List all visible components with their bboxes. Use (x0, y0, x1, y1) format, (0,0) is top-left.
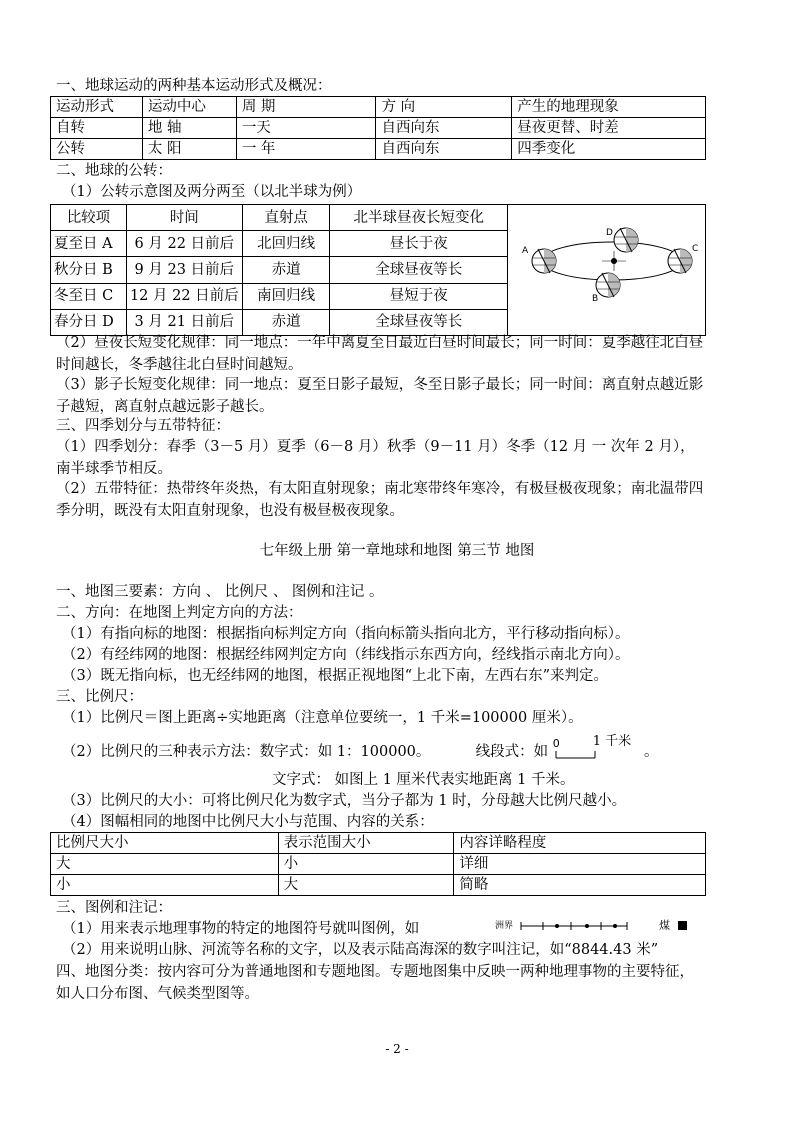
map-elements-line: 一、地图三要素：方向 、 比例尺 、 图例和注记 。 (56, 584, 384, 600)
table-cell: 3 月 21 日前后 (126, 309, 242, 335)
orbit-label-b: B (591, 294, 599, 304)
table-header-cell: 产生的地理现象 (512, 97, 706, 118)
table-cell: 简略 (454, 875, 706, 896)
revolution-subheading: （1）公转示意图及两分两至（以北半球为例） (62, 184, 362, 200)
table-row (51, 139, 706, 160)
numeric-scale-text: （2）比例尺的三种表示方法：数字式：如 1：100000。 (62, 744, 431, 760)
shadow-length-rule: （3）影子长短变化规律：同一地点：夏至日影子最短，冬至日影子最长；同一时间：离直射点越近影子越短，离直射点越远影子越长。 (56, 377, 704, 415)
table-row (51, 875, 706, 896)
day-length-rule: （2）昼夜长短变化规律：同一地点：一年中离夏至日最近白昼时间最长；同一时间：夏季越往北白昼时间越长，冬季越往北白昼时间越短。 (56, 335, 704, 373)
table-cell: 夏至日 A (51, 231, 127, 257)
table-header-row (51, 97, 706, 118)
scale-heading: 三、比例尺： (56, 689, 143, 705)
table-cell: 地 轴 (142, 118, 236, 139)
direction-method-2: （2）有经纬网的地图：根据经纬网判定方向（纬线指示东西方向，经线指示南北方向）。 (62, 647, 630, 663)
table-cell: 大 (278, 875, 454, 896)
table-cell: 冬至日 C (51, 283, 127, 309)
revolution-diagram-cell (507, 205, 705, 336)
five-zones: （2）五带特征：热带终年炎热，有太阳直射现象；南北寒带终年寒冷，有极昼极夜现象；南北温带四季分明，既没有太阳直射现象，也没有极昼极夜现象。 (56, 481, 704, 519)
legend-heading: 三、图例和注记： (56, 900, 172, 916)
table-cell: 自转 (51, 118, 143, 139)
table-cell: 赤道 (242, 257, 330, 283)
orbit-label-c: C (691, 244, 699, 254)
table-row (51, 854, 706, 875)
solstice-equinox-table (50, 204, 706, 336)
table-header-row (51, 833, 706, 854)
text-scale-line: 文字式： 如图上 1 厘米代表实地距离 1 千米。 (272, 772, 575, 788)
section-heading-revolution: 二、地球的公转： (56, 163, 172, 179)
table-header-cell: 周 期 (236, 97, 376, 118)
earth-motion-table (50, 96, 706, 160)
table-header-cell: 内容详略程度 (454, 833, 706, 854)
revolution-orbit-diagram (508, 205, 704, 329)
scale-zero-label: 0 (552, 737, 560, 750)
boundary-legend-label: 洲界 (495, 921, 514, 931)
scale-relation-table (50, 832, 706, 896)
scale-km-label: 1 千米 (592, 734, 632, 749)
scale-formula: （1）比例尺＝图上距离÷实地距离（注意单位要统一，1 千米=100000 厘米）。 (62, 710, 583, 726)
coal-symbol-icon (678, 921, 687, 930)
table-cell: 自西向东 (376, 139, 512, 160)
boundary-line-symbol (519, 917, 629, 935)
table-cell: 公转 (51, 139, 143, 160)
table-cell: 一天 (236, 118, 376, 139)
table-header-cell: 时间 (126, 205, 242, 231)
table-header-cell: 方 向 (376, 97, 512, 118)
table-header-cell: 运动中心 (142, 97, 236, 118)
table-header-cell: 直射点 (242, 205, 330, 231)
table-cell: 南回归线 (242, 283, 330, 309)
table-cell: 赤道 (242, 309, 330, 335)
chapter-title: 七年级上册 第一章地球和地图 第三节 地图 (259, 543, 535, 559)
table-cell: 大 (51, 854, 279, 875)
table-cell: 昼长于夜 (330, 231, 508, 257)
table-cell: 昼短于夜 (330, 283, 508, 309)
table-header-cell: 表示范围大小 (278, 833, 454, 854)
annotation-definition: （2）用来说明山脉、河流等名称的文字，以及表示陆高海深的数字叫注记，如“8844.43 米” (62, 942, 659, 958)
table-cell: 自西向东 (376, 118, 512, 139)
table-header-cell: 比例尺大小 (51, 833, 279, 854)
table-cell: 一 年 (236, 139, 376, 160)
table-cell: 四季变化 (512, 139, 706, 160)
table-header-row (51, 205, 706, 231)
legend-definition: （1）用来表示地理事物的特定的地图符号就叫图例，如 (62, 921, 420, 937)
orbit-label-a: A (521, 246, 529, 256)
season-division: （1）四季划分：春季（3－5 月）夏季（6－8 月）秋季（9－11 月）冬季（12 月 一 次年 2 月），南半球季节相反。 (56, 439, 695, 477)
table-cell: 春分日 D (51, 309, 127, 335)
table-header-cell: 运动形式 (51, 97, 143, 118)
table-cell: 9 月 23 日前后 (126, 257, 242, 283)
table-cell: 太 阳 (142, 139, 236, 160)
table-cell: 详细 (454, 854, 706, 875)
table-cell: 秋分日 B (51, 257, 127, 283)
page-number: - 2 - (385, 1042, 409, 1056)
coal-legend-label: 煤 (659, 919, 670, 932)
scale-relation-heading: （4）图幅相同的地图中比例尺大小与范围、内容的关系： (62, 814, 434, 830)
table-cell: 6 月 22 日前后 (126, 231, 242, 257)
map-classification: 四、地图分类：按内容可分为普通地图和专题地图。专题地图集中反映一两种地理事物的主要特征，如人口分布图、气候类型图等。 (56, 964, 694, 1002)
table-header-cell: 北半球昼夜长短变化 (330, 205, 508, 231)
section-heading-seasons: 三、四季划分与五带特征： (56, 418, 230, 434)
table-cell: 小 (278, 854, 454, 875)
linear-scale-graphic (552, 734, 632, 762)
table-cell: 昼夜更替、时差 (512, 118, 706, 139)
table-cell: 全球昼夜等长 (330, 309, 508, 335)
legend-symbols (495, 917, 705, 935)
orbit-label-d: D (605, 228, 613, 238)
table-header-cell: 比较项 (51, 205, 127, 231)
table-cell: 全球昼夜等长 (330, 257, 508, 283)
direction-method-3: （3）既无指向标，也无经纬网的地图，根据正视地图“上北下南，左西右东”来判定。 (62, 668, 609, 684)
direction-heading: 二、方向：在地图上判定方向的方法： (56, 605, 303, 621)
table-row (51, 118, 706, 139)
section-heading-earth-motion: 一、地球运动的两种基本运动形式及概况： (56, 78, 332, 94)
direction-method-1: （1）有指向标的地图：根据指向标判定方向（指向标箭头指向北方，平行移动指向标）。 (62, 626, 630, 642)
linear-scale-text: 线段式：如 (475, 744, 549, 760)
scale-forms-line: （2）比例尺的三种表示方法：数字式：如 1：100000。 线段式：如 0 1 千米 。 (62, 734, 659, 760)
table-cell: 北回归线 (242, 231, 330, 257)
scale-size-rule: （3）比例尺的大小：可将比例尺化为数字式，当分子都为 1 时，分母越大比例尺越小。 (62, 793, 627, 809)
table-cell: 12 月 22 日前后 (126, 283, 242, 309)
table-cell: 小 (51, 875, 279, 896)
